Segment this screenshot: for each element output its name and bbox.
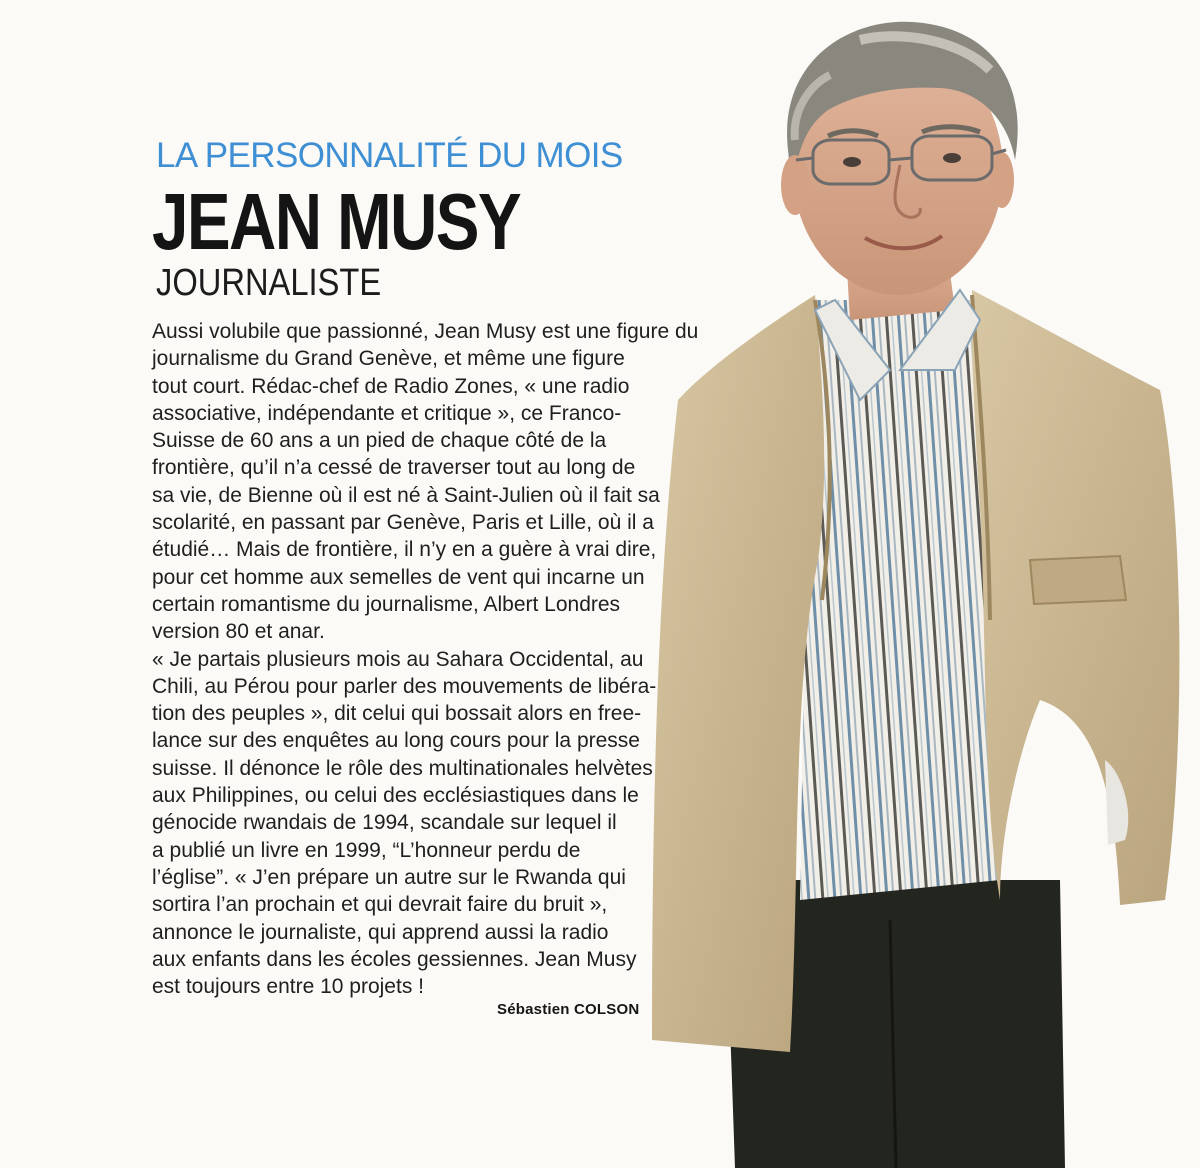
article-line: Chili, au Pérou pour parler des mouvements de libéra- — [152, 674, 657, 698]
article-line: annonce le journaliste, qui apprend aussi la radio — [152, 920, 609, 944]
person-name: JEAN MUSY — [152, 177, 520, 266]
article-line: version 80 et anar. — [152, 620, 325, 644]
article-line: sortira l’an prochain et qui devrait faire du bruit », — [152, 893, 608, 917]
article-line: associative, indépendante et critique », ce Franco- — [152, 401, 622, 425]
article-line: certain romantisme du journalisme, Albert Londres — [152, 592, 621, 616]
article-line: Aussi volubile que passionné, Jean Musy est une figure du — [152, 320, 699, 343]
article-line: est toujours entre 10 projets ! — [152, 975, 424, 999]
article-line: pour cet homme aux semelles de vent qui incarne un — [152, 565, 645, 589]
striped-shirt — [800, 300, 1000, 900]
article-line: tion des peuples », dit celui qui bossait alors en free- — [152, 702, 642, 726]
article-line: a publié un livre en 1999, “L’honneur perdu de — [152, 838, 581, 862]
article-line: étudié… Mais de frontière, il n’y en a guère à vrai dire, — [152, 538, 657, 562]
article-line: aux Philippines, ou celui des ecclésiastiques dans le — [152, 784, 639, 808]
article-line: aux enfants dans les écoles gessiennes. Jean Musy — [152, 947, 637, 971]
article-line: sa vie, de Bienne où il est né à Saint-Julien où il fait sa — [152, 483, 660, 507]
article-line: scolarité, en passant par Genève, Paris et Lille, où il a — [152, 511, 654, 535]
article-line: tout court. Rédac-chef de Radio Zones, « une radio — [152, 374, 630, 398]
person-role: JOURNALISTE — [156, 262, 382, 304]
section-kicker: LA PERSONNALITÉ DU MOIS — [156, 136, 623, 175]
article-body — [152, 318, 752, 1000]
article-line: « Je partais plusieurs mois au Sahara Occidental, au — [152, 647, 644, 671]
article-line: génocide rwandais de 1994, scandale sur lequel il — [152, 811, 617, 835]
article-line: Suisse de 60 ans a un pied de chaque côté de la — [152, 429, 607, 453]
article-line: lance sur des enquêtes au long cours pour la presse — [152, 729, 640, 753]
article-line: suisse. Il dénonce le rôle des multinationales helvètes — [152, 756, 653, 780]
article-line: l’église”. « J’en prépare un autre sur le Rwanda qui — [152, 865, 626, 889]
article-line: frontière, qu’il n’a cessé de traverser tout au long de — [152, 456, 636, 480]
article-line: journalisme du Grand Genève, et même une figure — [152, 347, 625, 371]
byline: Sébastien COLSON — [497, 1001, 640, 1018]
